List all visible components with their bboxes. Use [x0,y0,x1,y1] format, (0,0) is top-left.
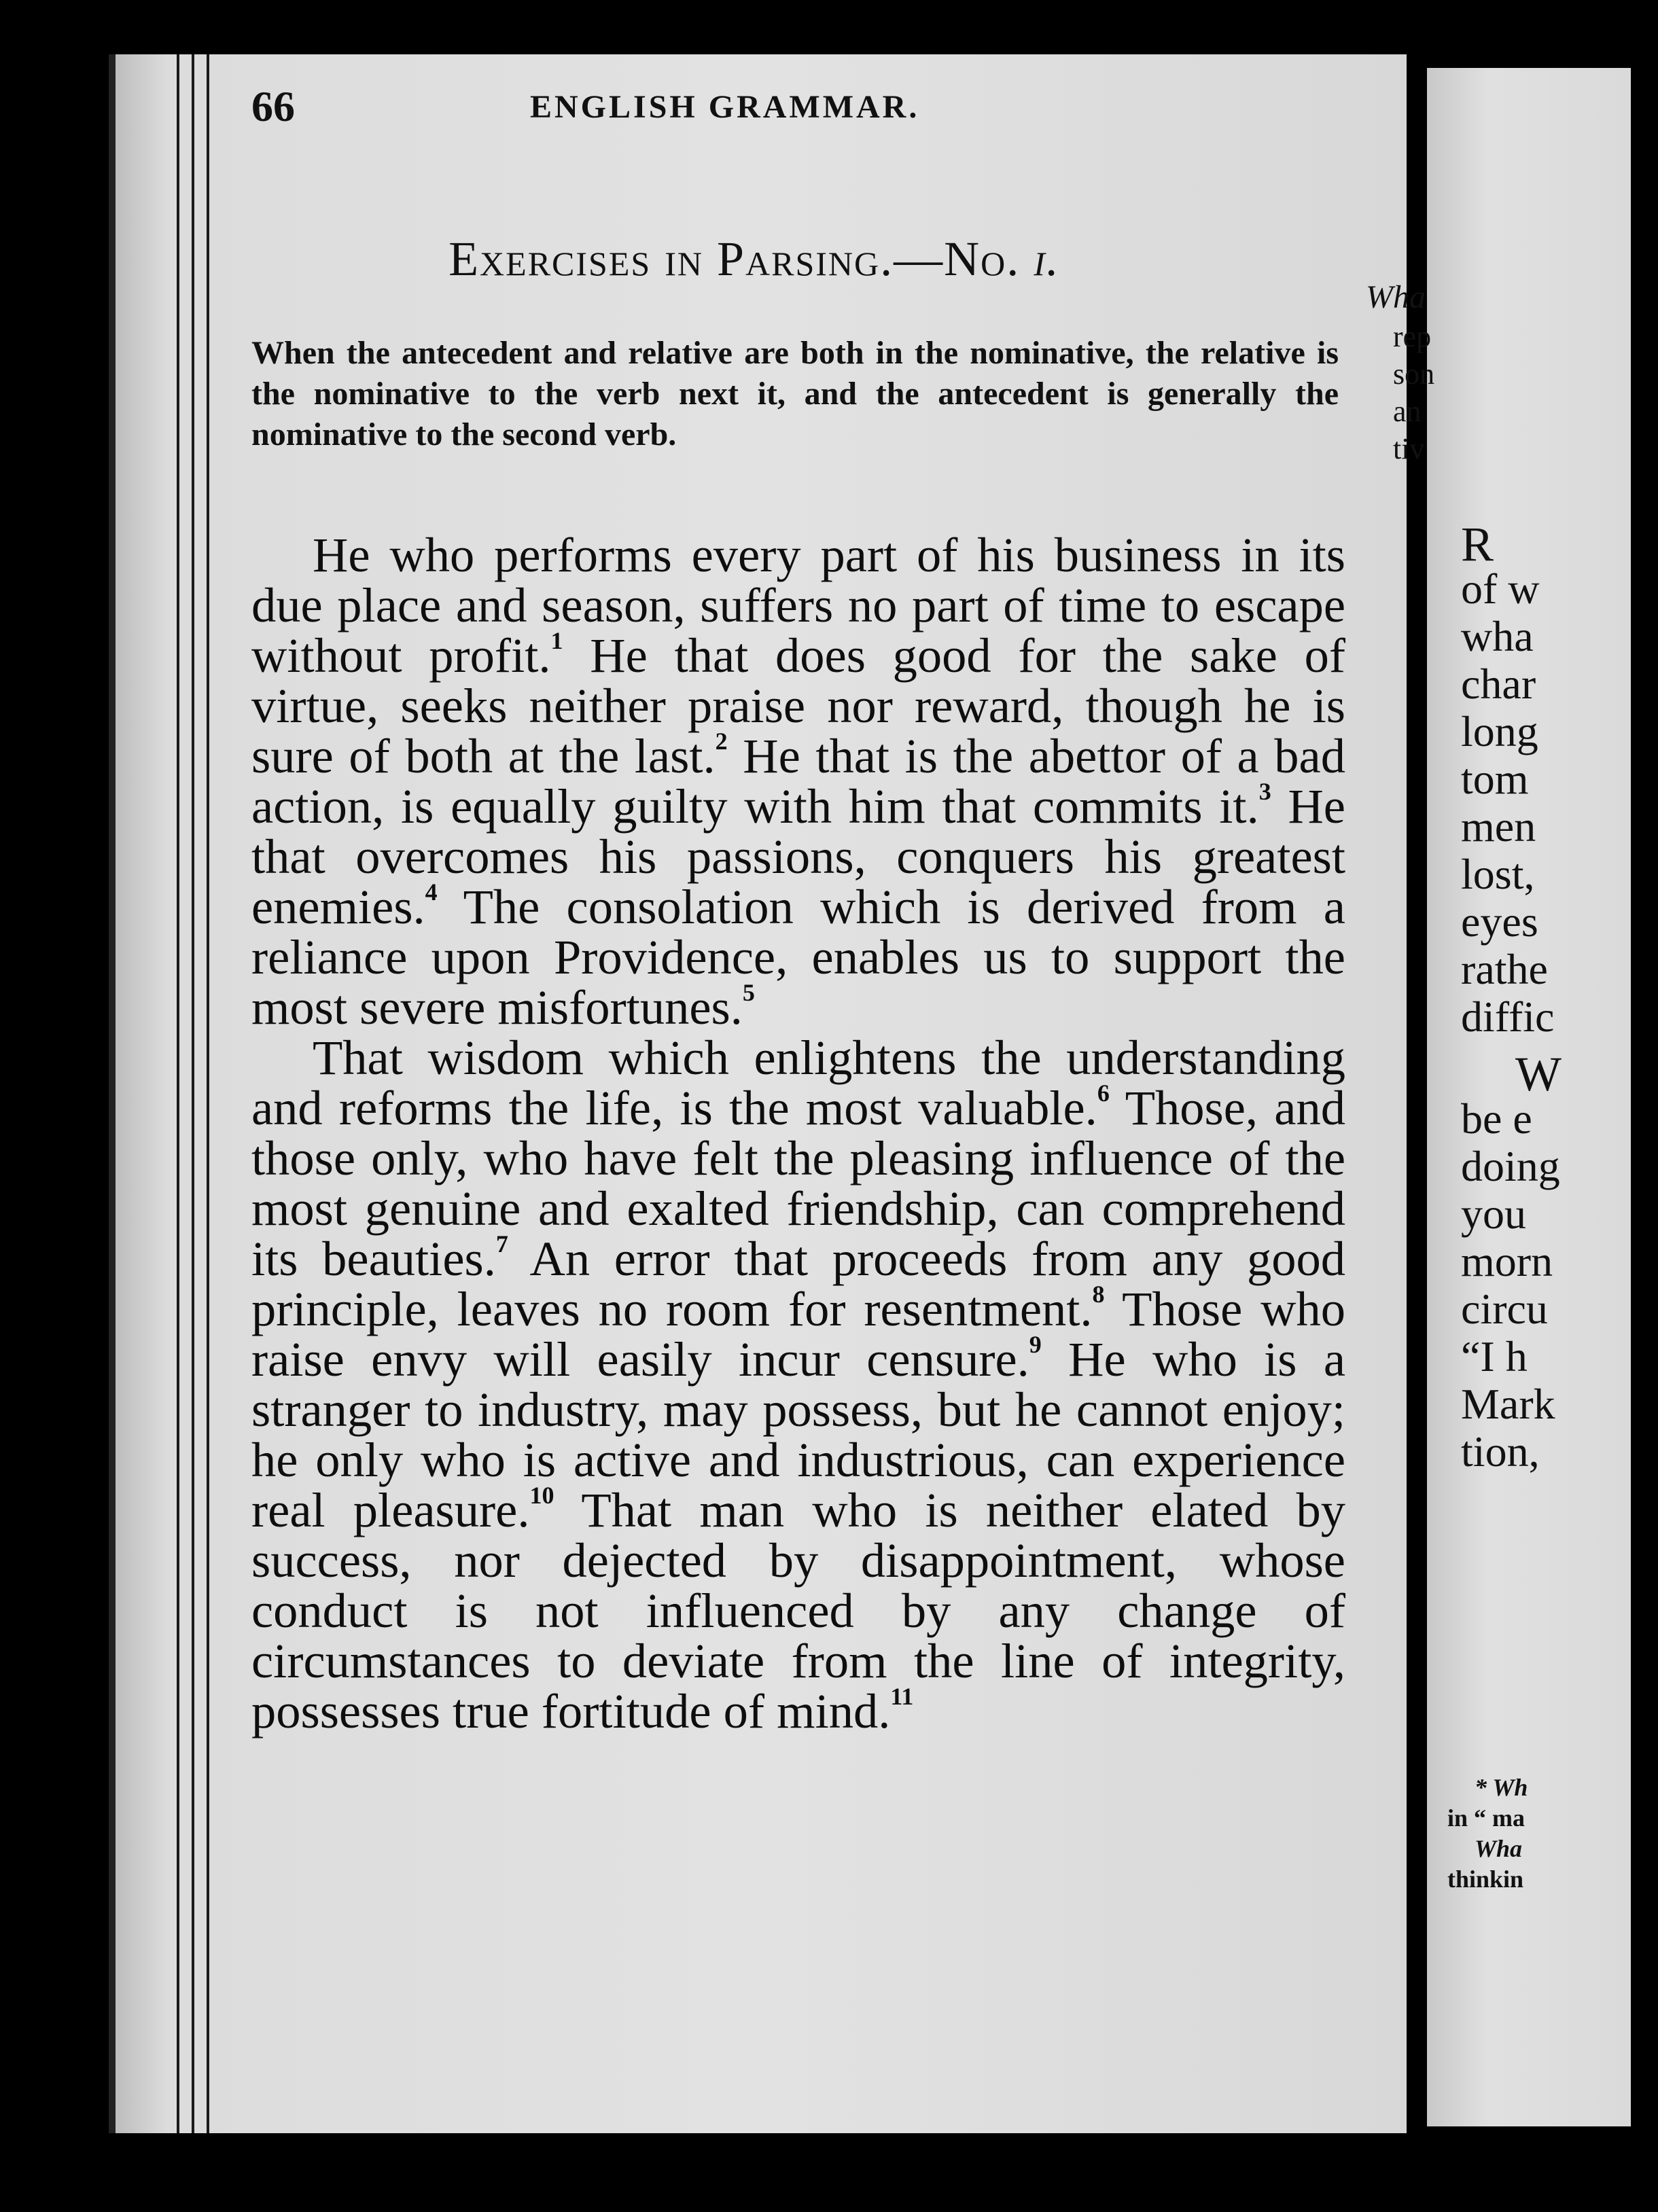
footnote-marker: 11 [890,1683,914,1710]
facing-page-line: men [1461,802,1536,851]
sentence: He who performs every part of his business in its due place and season, suffers no part of time to escape without profit. [251,527,1345,683]
section-title [109,231,1400,287]
facing-page-line: in “ ma [1447,1804,1525,1832]
facing-page-line: rathe [1461,945,1548,993]
facing-page-line: rep [1393,320,1432,353]
paragraph [251,1030,1346,1738]
facing-page-line: thinkin [1447,1866,1524,1893]
footnote-marker: 8 [1092,1281,1105,1308]
facing-page-line: wha [1461,612,1534,660]
sentence: An error that proceeds from any good principle, leaves no room for resentment. [251,1231,1345,1336]
footnote-marker: 1 [550,627,563,654]
facing-page-line: of w [1461,565,1540,613]
facing-page-line: son [1393,357,1435,391]
facing-page-line: W [1515,1047,1562,1101]
sentence: The consolation which is derived from a reliance upon Providence, enables us to support the most severe misfortunes. [251,879,1345,1035]
facing-page-line: * Wh [1475,1774,1528,1801]
facing-page-line: char [1461,660,1536,708]
facing-page-line: doing [1461,1142,1560,1190]
footnote-marker: 4 [425,878,438,906]
footnote-marker: 7 [495,1230,508,1257]
footnote-marker: 2 [715,728,728,755]
facing-page-line: tiv [1393,432,1425,465]
facing-page-line: tion, [1461,1427,1540,1476]
running-head: ENGLISH GRAMMAR. [530,89,920,125]
sentence: That wisdom which enlightens the understanding and reforms the life, is the most valuable. [251,1030,1345,1135]
footnote-marker: 9 [1029,1331,1042,1358]
facing-page-line: you [1461,1190,1526,1238]
sentence: He that does good for the sake of virtue, seeks neither praise nor reward, though he is sure of both at the last. [251,628,1346,783]
rule-note: When the antecedent and relative are both in the nominative, the relative is the nominative to the verb next it, and the antecedent is generally the nominative to the second verb. [251,335,1339,452]
facing-page-line: morn [1461,1237,1553,1285]
sentence: He who is a stranger to industry, may possess, but he cannot enjoy; he only who is active and industrious, can experience real pleasure. [251,1332,1345,1537]
sentence: He that is the abettor of a bad action, is equally guilty with him that commits it. [251,728,1345,834]
facing-page-line: an [1393,395,1422,428]
facing-page-line: lost, [1461,850,1535,898]
facing-page-line: tom [1461,755,1529,803]
facing-page-line: diffic [1461,993,1555,1041]
facing-page [1366,68,1631,2126]
facing-page-line: R [1461,517,1494,571]
facing-page-line: be e [1461,1094,1532,1143]
facing-page-line: Wha [1475,1835,1523,1862]
facing-page-line: Mark [1461,1380,1555,1428]
exercise-text [251,527,1346,1738]
section-title-text: Exercises in Parsing.—No. [448,232,1034,286]
facing-page-line: long [1461,707,1538,755]
page-header [251,82,1549,143]
facing-page-line: “I h [1461,1332,1528,1380]
section-number: i. [1034,232,1060,286]
sentence: Those, and those only, who have felt the pleasing influence of the most genuine and exalted friendship, can comprehend its beauties. [251,1080,1345,1286]
sentence: That man who is neither elated by success, nor dejected by disappointment, whose conduct is not influenced by any change of circumstances to deviate from the line of integrity, possesses true fortitude of mind. [251,1482,1345,1738]
facing-page-line: circu [1461,1285,1548,1333]
footnote-marker: 5 [742,979,755,1006]
facing-page-line: Wha [1366,279,1426,315]
sentence: He that overcomes his passions, conquers his greatest enemies. [251,779,1345,934]
footnote-marker: 3 [1258,778,1271,805]
sentence: Those who raise envy will easily incur censure. [251,1281,1346,1387]
footnote-marker: 10 [529,1482,554,1509]
paragraph [251,527,1346,1035]
page-edge-lines [177,54,217,2133]
footnote-marker: 6 [1097,1080,1110,1107]
page-number: 66 [251,82,295,130]
facing-page-line: eyes [1461,897,1538,946]
